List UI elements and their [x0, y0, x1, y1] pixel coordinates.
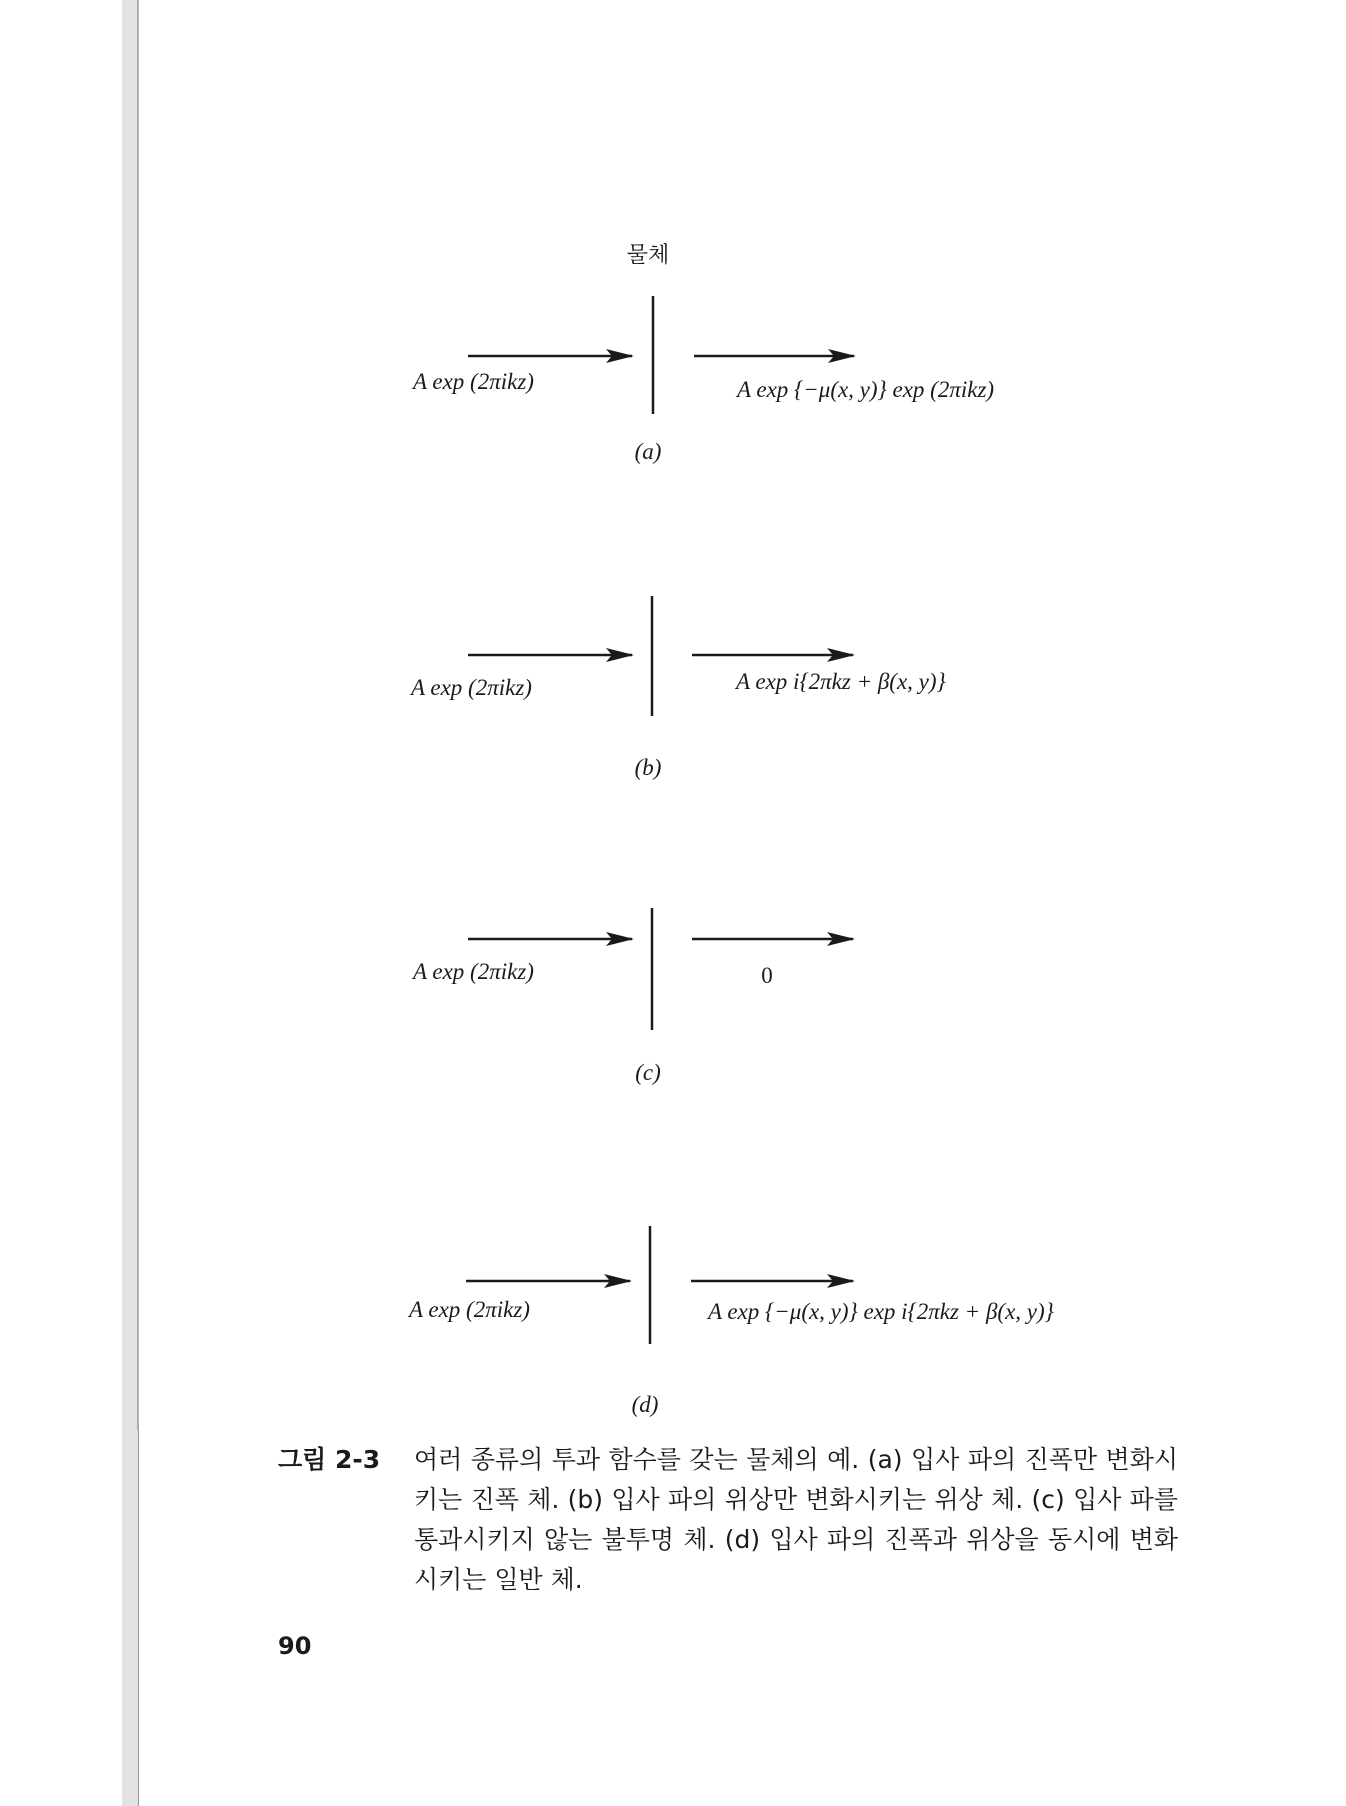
- panel-d: [407, 1226, 1054, 1417]
- panel-c: [411, 908, 853, 1085]
- object-label: 물체: [626, 243, 670, 268]
- transmitted-formula: A exp i{2πkz + β(x, y)}: [736, 669, 946, 694]
- panel-b: [409, 596, 946, 780]
- transmitted-zero: 0: [761, 963, 773, 988]
- incident-formula: A exp (2πikz): [413, 369, 534, 394]
- transmitted-formula: A exp {−μ(x, y)} exp i{2πkz + β(x, y)}: [708, 1299, 1054, 1324]
- page-edge-shadow: [122, 0, 138, 1430]
- transmitted-formula: A exp {−μ(x, y)} exp (2πikz): [737, 377, 995, 402]
- page-number: 90: [278, 1632, 312, 1660]
- panel-label: (d): [631, 1392, 659, 1417]
- panel-a: [411, 296, 994, 464]
- incident-formula: A exp (2πikz): [411, 675, 532, 700]
- incident-formula: A exp (2πikz): [409, 1297, 530, 1322]
- caption-text: 여러 종류의 투과 함수를 갖는 물체의 예. (a) 입사 파의 진폭만 변화시키는 진폭 체. (b) 입사 파의 위상만 변화시키는 위상 체. (c) 입사 파를 통과시키지 않는 불투명 체. (d) 입사 파의 진폭과 위상을 동시에 변화시키는 일반 체.: [414, 1445, 1178, 1594]
- panel-label: (c): [635, 1060, 661, 1085]
- incident-formula: A exp (2πikz): [413, 959, 534, 984]
- caption-number: 그림 2-3: [278, 1445, 381, 1474]
- panel-label: (a): [634, 439, 662, 464]
- page-edge-lower: [122, 1430, 139, 1806]
- panel-label: (b): [634, 755, 662, 780]
